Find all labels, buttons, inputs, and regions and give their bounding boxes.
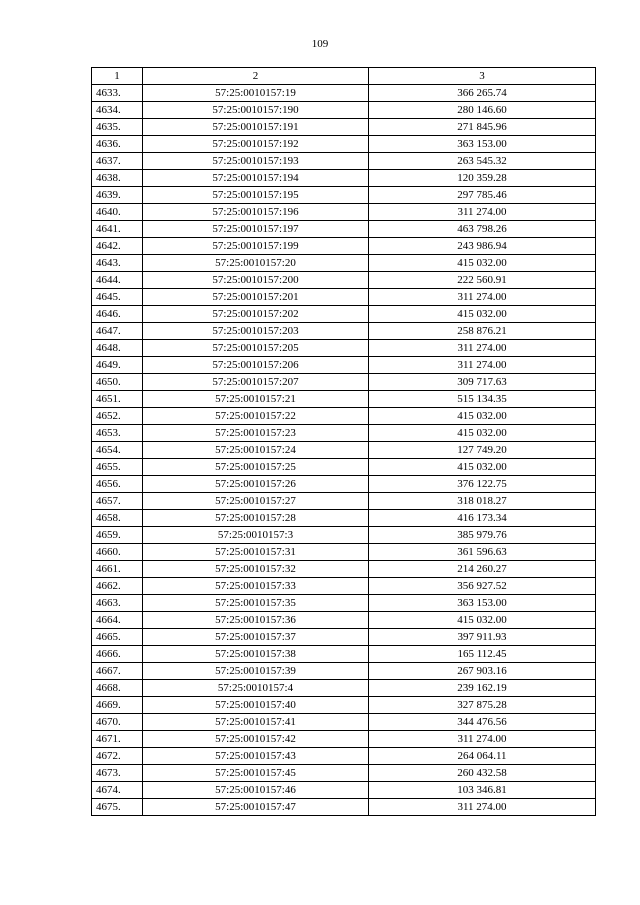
cadastral-number-cell: 57:25:0010157:205: [143, 340, 369, 357]
table-row: [92, 425, 596, 442]
cadastral-number-cell: 57:25:0010157:36: [143, 612, 369, 629]
cadastral-value-cell: 214 260.27: [369, 561, 596, 578]
cadastral-number-cell: 57:25:0010157:43: [143, 748, 369, 765]
row-number-cell: 4646.: [92, 306, 143, 323]
table-row: [92, 782, 596, 799]
cadastral-value-cell: 297 785.46: [369, 187, 596, 204]
row-number-cell: 4665.: [92, 629, 143, 646]
cadastral-value-cell: 415 032.00: [369, 306, 596, 323]
row-number-cell: 4673.: [92, 765, 143, 782]
table-row: [92, 187, 596, 204]
row-number-cell: 4657.: [92, 493, 143, 510]
cadastral-number-cell: 57:25:0010157:45: [143, 765, 369, 782]
cadastral-number-cell: 57:25:0010157:200: [143, 272, 369, 289]
cadastral-value-cell: 103 346.81: [369, 782, 596, 799]
cadastral-value-cell: 311 274.00: [369, 357, 596, 374]
row-number-cell: 4664.: [92, 612, 143, 629]
table-row: [92, 595, 596, 612]
row-number-cell: 4671.: [92, 731, 143, 748]
row-number-cell: 4647.: [92, 323, 143, 340]
cadastral-value-cell: 416 173.34: [369, 510, 596, 527]
table-row: [92, 493, 596, 510]
row-number-cell: 4672.: [92, 748, 143, 765]
cadastral-number-cell: 57:25:0010157:192: [143, 136, 369, 153]
cadastral-value-cell: 376 122.75: [369, 476, 596, 493]
table-row: [92, 544, 596, 561]
row-number-cell: 4666.: [92, 646, 143, 663]
cadastral-number-cell: 57:25:0010157:207: [143, 374, 369, 391]
row-number-cell: 4649.: [92, 357, 143, 374]
row-number-cell: 4648.: [92, 340, 143, 357]
cadastral-value-cell: 280 146.60: [369, 102, 596, 119]
cadastral-value-cell: 415 032.00: [369, 408, 596, 425]
row-number-cell: 4654.: [92, 442, 143, 459]
cadastral-value-cell: 344 476.56: [369, 714, 596, 731]
table-row: [92, 748, 596, 765]
column-header-1: 1: [92, 68, 143, 85]
table-row: [92, 561, 596, 578]
table-row: [92, 272, 596, 289]
cadastral-number-cell: 57:25:0010157:32: [143, 561, 369, 578]
row-number-cell: 4645.: [92, 289, 143, 306]
cadastral-number-cell: 57:25:0010157:35: [143, 595, 369, 612]
row-number-cell: 4661.: [92, 561, 143, 578]
cadastral-number-cell: 57:25:0010157:191: [143, 119, 369, 136]
row-number-cell: 4656.: [92, 476, 143, 493]
cadastral-number-cell: 57:25:0010157:195: [143, 187, 369, 204]
cadastral-number-cell: 57:25:0010157:190: [143, 102, 369, 119]
table-row: [92, 663, 596, 680]
table-row: [92, 527, 596, 544]
table-row: [92, 459, 596, 476]
row-number-cell: 4636.: [92, 136, 143, 153]
cadastral-number-cell: 57:25:0010157:40: [143, 697, 369, 714]
cadastral-value-cell: 415 032.00: [369, 459, 596, 476]
table-row: [92, 680, 596, 697]
cadastral-value-cell: 127 749.20: [369, 442, 596, 459]
cadastral-value-cell: 258 876.21: [369, 323, 596, 340]
table-row: [92, 323, 596, 340]
cadastral-number-cell: 57:25:0010157:33: [143, 578, 369, 595]
table-row: [92, 289, 596, 306]
cadastral-number-cell: 57:25:0010157:199: [143, 238, 369, 255]
row-number-cell: 4659.: [92, 527, 143, 544]
row-number-cell: 4663.: [92, 595, 143, 612]
cadastral-value-cell: 311 274.00: [369, 289, 596, 306]
cadastral-number-cell: 57:25:0010157:20: [143, 255, 369, 272]
cadastral-number-cell: 57:25:0010157:37: [143, 629, 369, 646]
table-row: [92, 442, 596, 459]
cadastral-number-cell: 57:25:0010157:46: [143, 782, 369, 799]
table-row: [92, 391, 596, 408]
cadastral-value-table: [91, 67, 596, 816]
row-number-cell: 4637.: [92, 153, 143, 170]
table-row: [92, 204, 596, 221]
table-body: [92, 85, 596, 816]
row-number-cell: 4675.: [92, 799, 143, 816]
cadastral-value-cell: 271 845.96: [369, 119, 596, 136]
row-number-cell: 4651.: [92, 391, 143, 408]
cadastral-number-cell: 57:25:0010157:3: [143, 527, 369, 544]
cadastral-number-cell: 57:25:0010157:42: [143, 731, 369, 748]
cadastral-value-cell: 385 979.76: [369, 527, 596, 544]
table-row: [92, 374, 596, 391]
cadastral-value-cell: 363 153.00: [369, 136, 596, 153]
table-row: [92, 799, 596, 816]
cadastral-number-cell: 57:25:0010157:21: [143, 391, 369, 408]
cadastral-number-cell: 57:25:0010157:4: [143, 680, 369, 697]
row-number-cell: 4644.: [92, 272, 143, 289]
row-number-cell: 4642.: [92, 238, 143, 255]
row-number-cell: 4639.: [92, 187, 143, 204]
table-row: [92, 476, 596, 493]
cadastral-value-cell: 327 875.28: [369, 697, 596, 714]
cadastral-value-cell: 415 032.00: [369, 425, 596, 442]
table-row: [92, 255, 596, 272]
table-row: [92, 238, 596, 255]
table-row: [92, 357, 596, 374]
table-header-row: [92, 68, 596, 85]
row-number-cell: 4660.: [92, 544, 143, 561]
cadastral-value-cell: 363 153.00: [369, 595, 596, 612]
table-row: [92, 731, 596, 748]
cadastral-value-cell: 263 545.32: [369, 153, 596, 170]
cadastral-number-cell: 57:25:0010157:196: [143, 204, 369, 221]
table-row: [92, 629, 596, 646]
table-row: [92, 612, 596, 629]
cadastral-number-cell: 57:25:0010157:25: [143, 459, 369, 476]
cadastral-number-cell: 57:25:0010157:19: [143, 85, 369, 102]
cadastral-number-cell: 57:25:0010157:39: [143, 663, 369, 680]
row-number-cell: 4640.: [92, 204, 143, 221]
cadastral-value-cell: 311 274.00: [369, 340, 596, 357]
cadastral-number-cell: 57:25:0010157:26: [143, 476, 369, 493]
column-header-2: 2: [143, 68, 369, 85]
table-row: [92, 510, 596, 527]
cadastral-value-cell: 463 798.26: [369, 221, 596, 238]
table-row: [92, 85, 596, 102]
table-row: [92, 170, 596, 187]
cadastral-value-cell: 264 064.11: [369, 748, 596, 765]
cadastral-value-cell: 356 927.52: [369, 578, 596, 595]
cadastral-number-cell: 57:25:0010157:28: [143, 510, 369, 527]
cadastral-number-cell: 57:25:0010157:38: [143, 646, 369, 663]
row-number-cell: 4670.: [92, 714, 143, 731]
cadastral-number-cell: 57:25:0010157:41: [143, 714, 369, 731]
cadastral-value-cell: 415 032.00: [369, 255, 596, 272]
table-row: [92, 340, 596, 357]
row-number-cell: 4635.: [92, 119, 143, 136]
cadastral-value-cell: 267 903.16: [369, 663, 596, 680]
row-number-cell: 4650.: [92, 374, 143, 391]
row-number-cell: 4669.: [92, 697, 143, 714]
cadastral-number-cell: 57:25:0010157:197: [143, 221, 369, 238]
cadastral-number-cell: 57:25:0010157:23: [143, 425, 369, 442]
table-row: [92, 578, 596, 595]
cadastral-number-cell: 57:25:0010157:201: [143, 289, 369, 306]
cadastral-value-cell: 415 032.00: [369, 612, 596, 629]
cadastral-number-cell: 57:25:0010157:22: [143, 408, 369, 425]
row-number-cell: 4633.: [92, 85, 143, 102]
cadastral-value-cell: 165 112.45: [369, 646, 596, 663]
cadastral-value-cell: 318 018.27: [369, 493, 596, 510]
cadastral-value-cell: 361 596.63: [369, 544, 596, 561]
page-number: 109: [311, 38, 329, 50]
table-row: [92, 221, 596, 238]
row-number-cell: 4638.: [92, 170, 143, 187]
row-number-cell: 4655.: [92, 459, 143, 476]
cadastral-value-cell: 243 986.94: [369, 238, 596, 255]
table-row: [92, 408, 596, 425]
row-number-cell: 4667.: [92, 663, 143, 680]
table-row: [92, 102, 596, 119]
cadastral-number-cell: 57:25:0010157:193: [143, 153, 369, 170]
row-number-cell: 4652.: [92, 408, 143, 425]
row-number-cell: 4674.: [92, 782, 143, 799]
cadastral-value-cell: 311 274.00: [369, 731, 596, 748]
table-row: [92, 714, 596, 731]
cadastral-value-cell: 366 265.74: [369, 85, 596, 102]
cadastral-number-cell: 57:25:0010157:194: [143, 170, 369, 187]
cadastral-number-cell: 57:25:0010157:24: [143, 442, 369, 459]
cadastral-value-cell: 309 717.63: [369, 374, 596, 391]
cadastral-value-cell: 397 911.93: [369, 629, 596, 646]
cadastral-number-cell: 57:25:0010157:203: [143, 323, 369, 340]
table-row: [92, 697, 596, 714]
row-number-cell: 4653.: [92, 425, 143, 442]
table-row: [92, 136, 596, 153]
cadastral-number-cell: 57:25:0010157:202: [143, 306, 369, 323]
cadastral-number-cell: 57:25:0010157:206: [143, 357, 369, 374]
cadastral-number-cell: 57:25:0010157:47: [143, 799, 369, 816]
cadastral-value-cell: 311 274.00: [369, 799, 596, 816]
cadastral-value-cell: 515 134.35: [369, 391, 596, 408]
cadastral-value-cell: 260 432.58: [369, 765, 596, 782]
row-number-cell: 4641.: [92, 221, 143, 238]
cadastral-number-cell: 57:25:0010157:31: [143, 544, 369, 561]
row-number-cell: 4634.: [92, 102, 143, 119]
row-number-cell: 4662.: [92, 578, 143, 595]
cadastral-value-cell: 311 274.00: [369, 204, 596, 221]
row-number-cell: 4668.: [92, 680, 143, 697]
table-row: [92, 646, 596, 663]
table-row: [92, 765, 596, 782]
row-number-cell: 4643.: [92, 255, 143, 272]
row-number-cell: 4658.: [92, 510, 143, 527]
cadastral-value-cell: 120 359.28: [369, 170, 596, 187]
cadastral-number-cell: 57:25:0010157:27: [143, 493, 369, 510]
cadastral-value-cell: 239 162.19: [369, 680, 596, 697]
table-row: [92, 306, 596, 323]
column-header-3: 3: [369, 68, 596, 85]
table-row: [92, 119, 596, 136]
table-row: [92, 153, 596, 170]
cadastral-value-cell: 222 560.91: [369, 272, 596, 289]
